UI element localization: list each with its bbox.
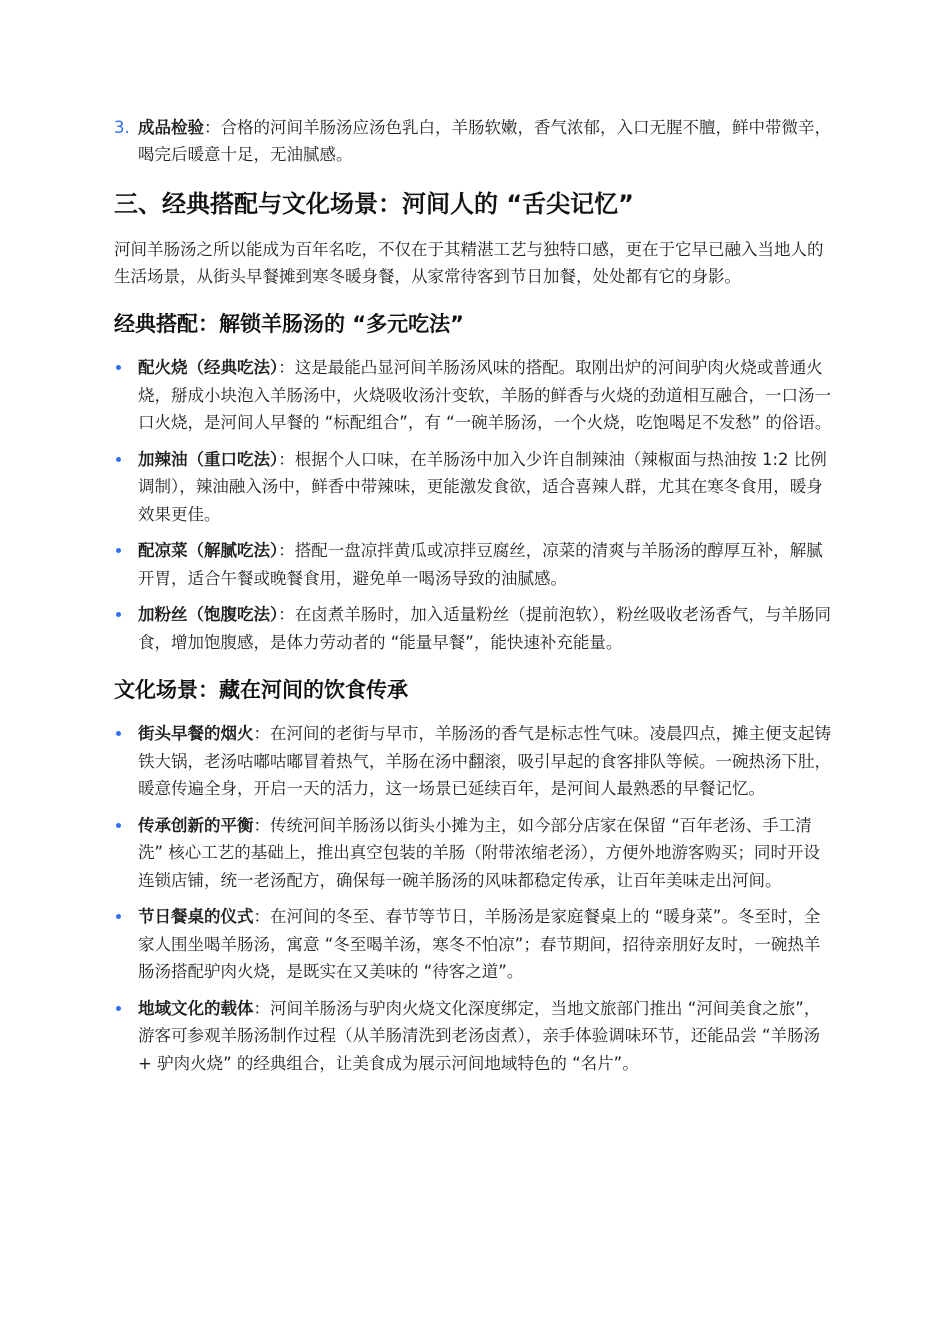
section-intro: 河间羊肠汤之所以能成为百年名吃，不仅在于其精湛工艺与独特口感，更在于它早已融入当地人的生活场景，从街头早餐摊到寒冬暖身餐，从家常待客到节日加餐，处处都有它的身影。 (114, 240, 824, 286)
item-lead: 加辣油（重口吃法） (138, 449, 279, 469)
list-item (114, 903, 836, 986)
item-lead: 地域文化的载体 (138, 998, 254, 1018)
bullet-icon (116, 365, 121, 370)
item-lead: 成品检验 (138, 118, 204, 137)
item-text: ：这是最能凸显河间羊肠汤风味的搭配。取刚出炉的河间驴肉火烧或普通火烧，掰成小块泡入羊肠汤中，火烧吸收汤汁变软，羊肠的鲜香与火烧的劲道相互融合，一口汤一口火烧，是河间人早餐的 “标配组合”，有 “一碗羊肠汤，一个火烧，吃饱喝足不发愁” 的俗语。 (138, 358, 832, 432)
bullet-icon (116, 914, 121, 919)
list-item (114, 812, 836, 895)
subsection-heading-culture: 文化场景：藏在河间的饮食传承 (114, 678, 408, 702)
item-lead: 节日餐桌的仪式 (138, 907, 254, 926)
culture-list (114, 720, 836, 1077)
list-item (114, 995, 836, 1078)
item-lead: 加粉丝（饱腹吃法） (138, 605, 279, 624)
bullet-icon (116, 731, 121, 736)
list-item (114, 354, 836, 437)
item-lead: 配火烧（经典吃法） (138, 358, 279, 377)
item-lead: 传承创新的平衡 (138, 815, 254, 835)
item-text: ：合格的河间羊肠汤应汤色乳白，羊肠软嫩，香气浓郁，入口无腥不膻，鲜中带微辛，喝完后暖意十足，无油腻感。 (138, 118, 831, 164)
section-heading: 三、经典搭配与文化场景：河间人的 “舌尖记忆” (114, 190, 634, 218)
list-item (114, 446, 836, 529)
item-text: ：搭配一盘凉拌黄瓜或凉拌豆腐丝，凉菜的清爽与羊肠汤的醇厚互补，解腻开胃，适合午餐或晚餐食用，避免单一喝汤导致的油腻感。 (138, 541, 823, 588)
bullet-icon (116, 457, 121, 462)
document-content (114, 114, 836, 1095)
subsection-heading-pairings: 经典搭配：解锁羊肠汤的 “多元吃法” (114, 312, 464, 336)
bullet-icon (116, 612, 121, 617)
bullet-icon (116, 1006, 121, 1011)
item-text: ：在卤煮羊肠时，加入适量粉丝（提前泡软），粉丝吸收老汤香气，与羊肠同食，增加饱腹感，是体力劳动者的 “能量早餐”，能快速补充能量。 (138, 605, 831, 652)
item-text: ：传统河间羊肠汤以街头小摊为主，如今部分店家在保留 “百年老汤、手工清洗” 核心工艺的基础上，推出真空包装的羊肠（附带浓缩老汤），方便外地游客购买；同时开设连锁店铺，统一老汤配方，确保每一碗羊肠汤的风味都稳定传承，让百年美味走出河间。 (138, 815, 821, 890)
item-text: ：在河间的冬至、春节等节日，羊肠汤是家庭餐桌上的 “暖身菜”。冬至时，全家人围坐喝羊肠汤，寓意 “冬至喝羊汤，寒冬不怕凉”；春节期间，招待亲朋好友时，一碗热羊肠汤搭配驴肉火烧，是既实在又美味的 “待客之道”。 (138, 907, 821, 981)
list-item (114, 601, 836, 656)
bullet-icon (116, 548, 121, 553)
list-number: 3. (114, 118, 130, 137)
item-lead: 配凉菜（解腻吃法） (138, 541, 279, 560)
item-lead: 街头早餐的烟火 (138, 724, 254, 743)
list-item (114, 537, 836, 592)
list-item (114, 720, 836, 803)
pairings-list (114, 354, 836, 656)
item-text: ：河间羊肠汤与驴肉火烧文化深度绑定，当地文旅部门推出 “河间美食之旅”，游客可参观羊肠汤制作过程（从羊肠清洗到老汤卤煮），亲手体验调味环节，还能品尝 “羊肠汤 + 驴肉火烧” 的经典组合，让美食成为展示河间地域特色的 “名片”。 (138, 998, 821, 1073)
item-text: ：根据个人口味，在羊肠汤中加入少许自制辣油（辣椒面与热油按 1:2 比例调制），辣油融入汤中，鲜香中带辣味，更能激发食欲，适合喜辣人群，尤其在寒冬食用，暖身效果更佳。 (138, 449, 827, 524)
item-text: ：在河间的老街与早市，羊肠汤的香气是标志性气味。凌晨四点，摊主便支起铸铁大锅，老汤咕嘟咕嘟冒着热气，羊肠在汤中翻滚，吸引早起的食客排队等候。一碗热汤下肚，暖意传遍全身，开启一天的活力，这一场景已延续百年，是河间人最熟悉的早餐记忆。 (138, 724, 831, 798)
bullet-icon (116, 823, 121, 828)
numbered-item-3 (114, 114, 836, 168)
